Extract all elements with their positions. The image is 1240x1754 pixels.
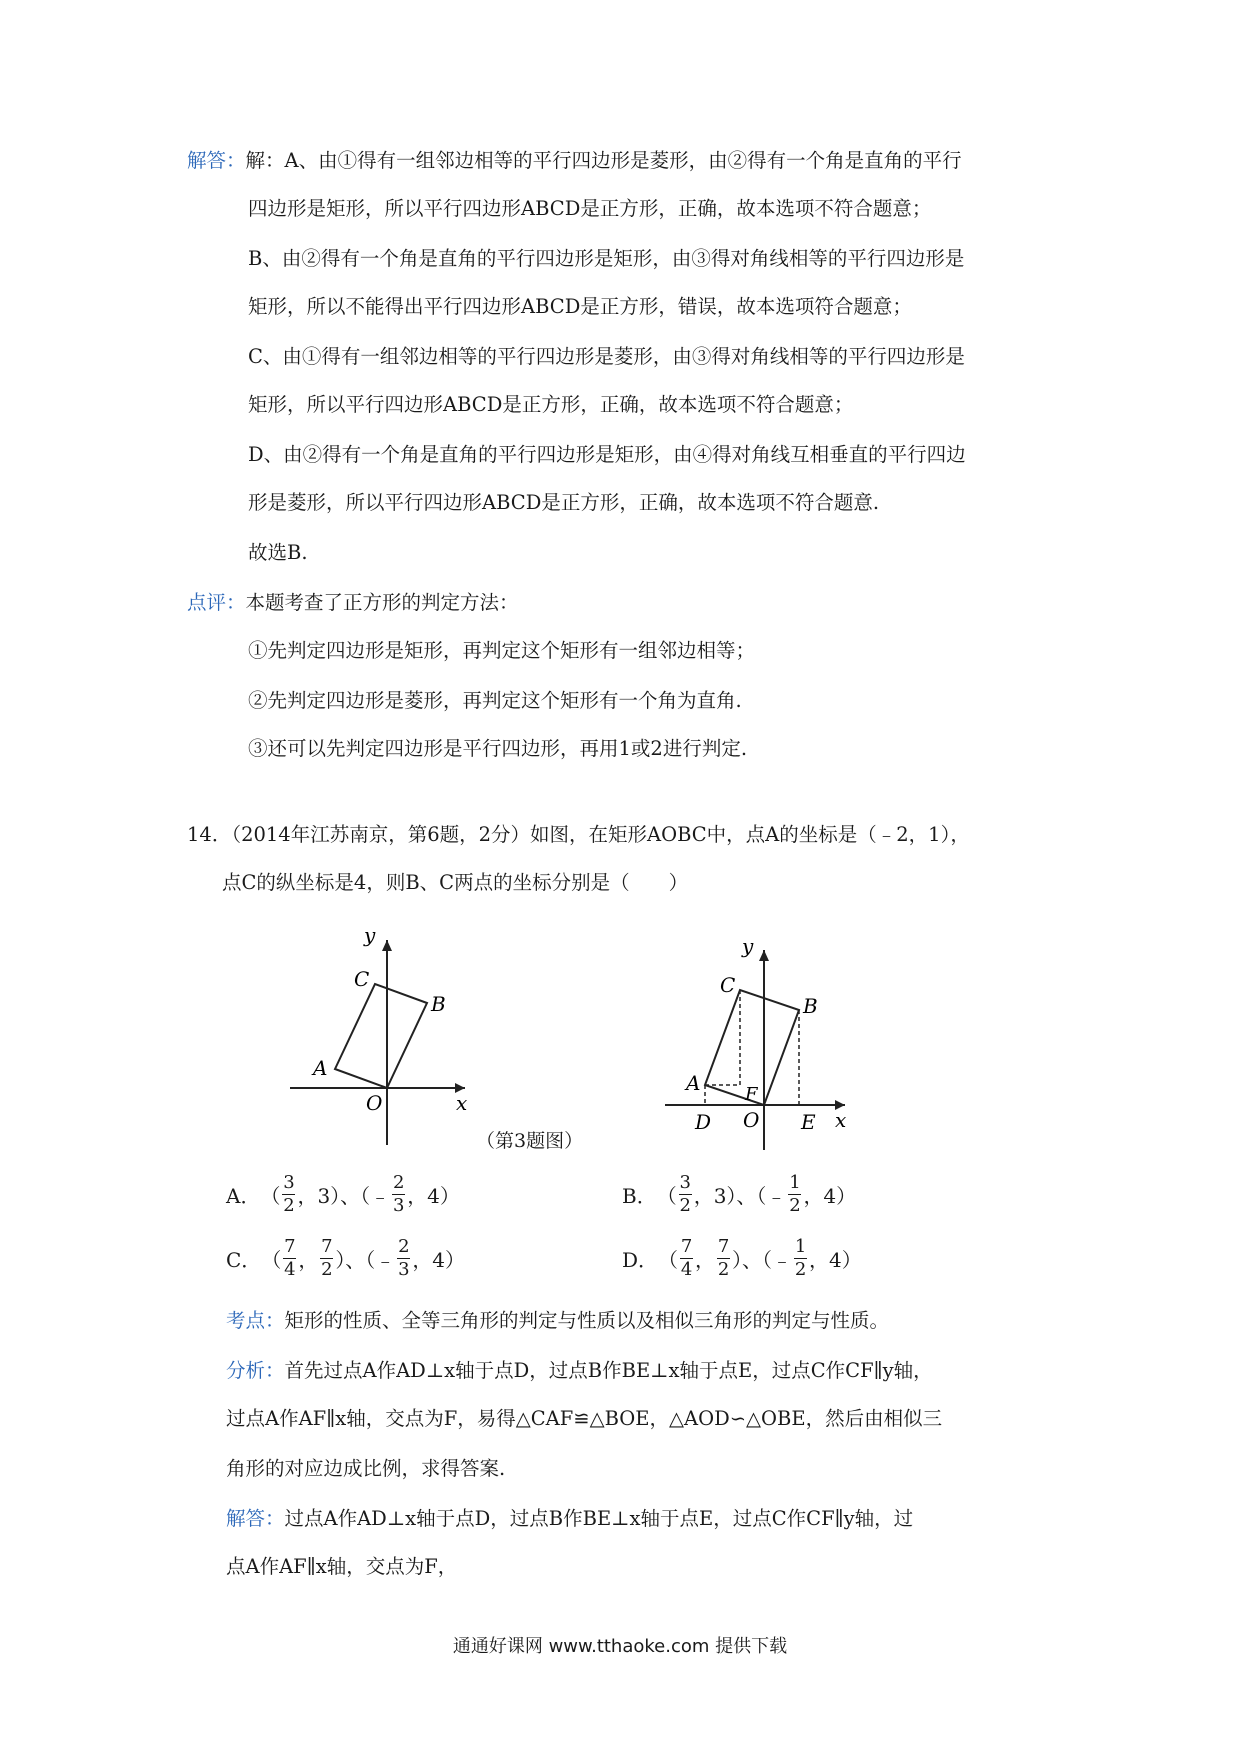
option-c: C． （ $\frac{7}{4}$ ， $\frac{7}{2}$ ）、（﹣ $\frac{2}{3}$ ，4） (226, 1235, 466, 1280)
comment-line-1: 点评：本题考查了正方形的判定方法： (187, 591, 519, 614)
option-b: B． （ $\frac{3}{2}$ ，3）、（﹣ $\frac{1}{2}$ ，4） (622, 1171, 857, 1216)
fraction: $\frac{7}{2}$ (717, 1235, 730, 1280)
label-o: O (743, 1108, 760, 1132)
figure-caption: （第3题图） (476, 1130, 584, 1152)
label-a: A (313, 1056, 328, 1080)
fenxi-tag: 分析： (226, 1359, 285, 1382)
fenxi-line-1: 分析：首先过点A作AD⊥x轴于点D，过点B作BE⊥x轴于点E，过点C作CF∥y轴， (226, 1359, 933, 1382)
option-d: D． （ $\frac{7}{4}$ ， $\frac{7}{2}$ ）、（﹣ $\frac{1}{2}$ ，4） (622, 1235, 862, 1280)
figure-right (655, 935, 860, 1155)
comment-line-2: ①先判定四边形是矩形，再判定这个矩形有一组邻边相等； (248, 639, 756, 662)
answer-line-4: 矩形，所以不能得出平行四边形ABCD是正方形，错误，故本选项符合题意； (248, 295, 912, 318)
y-axis-arrow (759, 950, 769, 961)
fraction: $\frac{1}{2}$ (789, 1171, 801, 1216)
label-o: O (366, 1091, 383, 1115)
label-c: C (354, 967, 370, 991)
label-a: A (686, 1071, 701, 1095)
answer-line-1: 解答：解：A、由①得有一组邻边相等的平行四边形是菱形，由②得有一个角是直角的平行 (187, 149, 962, 172)
footer: 通通好课网 www.tthaoke.com 提供下载 (452, 1636, 788, 1657)
question-line-1: 14．（2014年江苏南京，第6题，2分）如图，在矩形AOBC中，点A的坐标是（﹣2，1）， (187, 823, 970, 846)
label-x: x (835, 1108, 847, 1132)
kaodian-line: 考点：矩形的性质、全等三角形的判定与性质以及相似三角形的判定与性质。 (226, 1309, 890, 1332)
rectangle-aobc (335, 984, 427, 1088)
answer-line-2: 四边形是矩形，所以平行四边形ABCD是正方形，正确，故本选项不符合题意； (248, 197, 932, 220)
answer-line-7: D、由②得有一个角是直角的平行四边形是矩形，由④得对角线互相垂直的平行四边 (248, 443, 966, 466)
y-axis-arrow (382, 940, 392, 951)
answer-line-5: C、由①得有一组邻边相等的平行四边形是菱形，由③得对角线相等的平行四边形是 (248, 345, 965, 368)
answer-tag: 解答： (187, 149, 246, 172)
answer-line-8: 形是菱形，所以平行四边形ABCD是正方形，正确，故本选项不符合题意. (248, 491, 880, 514)
comment-line-4: ③还可以先判定四边形是平行四边形，再用1或2进行判定. (248, 737, 748, 760)
answer-line-3: B、由②得有一个角是直角的平行四边形是矩形，由③得对角线相等的平行四边形是 (248, 247, 965, 270)
answer-line-6: 矩形，所以平行四边形ABCD是正方形，正确，故本选项不符合题意； (248, 393, 854, 416)
fraction: $\frac{3}{2}$ (283, 1171, 295, 1216)
jieda-tag: 解答： (226, 1507, 285, 1530)
figure-left (280, 920, 480, 1150)
fraction: $\frac{7}{4}$ (284, 1235, 296, 1280)
fenxi-line-3: 角形的对应边成比例，求得答案. (226, 1457, 506, 1480)
fraction: $\frac{2}{3}$ (392, 1171, 405, 1216)
fraction: $\frac{1}{2}$ (794, 1235, 807, 1280)
label-c: C (720, 973, 736, 997)
answer-line-9: 故选B. (248, 541, 308, 564)
label-y: y (364, 923, 376, 947)
label-e: E (801, 1110, 816, 1134)
jieda-line-1: 解答：过点A作AD⊥x轴于点D，过点B作BE⊥x轴于点E，过点C作CF∥y轴，过 (226, 1507, 914, 1530)
fraction: $\frac{3}{2}$ (679, 1171, 691, 1216)
label-d: D (695, 1110, 712, 1134)
label-f: F (745, 1084, 758, 1105)
question-line-2: 点C的纵坐标是4，则B、C两点的坐标分别是（ ） (222, 871, 689, 894)
label-x: x (456, 1091, 468, 1115)
comment-tag: 点评： (187, 591, 246, 614)
comment-line-3: ②先判定四边形是菱形，再判定这个矩形有一个角为直角. (248, 689, 742, 712)
kaodian-tag: 考点： (226, 1309, 285, 1332)
option-a: A． （ $\frac{3}{2}$ ，3）、（﹣ $\frac{2}{3}$ ，4） (226, 1171, 460, 1216)
label-y: y (742, 935, 754, 958)
jieda-line-2: 点A作AF∥x轴，交点为F， (226, 1555, 458, 1578)
fraction: $\frac{7}{2}$ (321, 1235, 333, 1280)
label-b: B (431, 992, 446, 1016)
fraction: $\frac{2}{3}$ (398, 1235, 410, 1280)
label-b: B (803, 994, 818, 1018)
fenxi-line-2: 过点A作AF∥x轴，交点为F，易得△CAF≌△BOE，△AOD∽△OBE，然后由相似三 (226, 1407, 943, 1430)
fraction: $\frac{7}{4}$ (680, 1235, 693, 1280)
